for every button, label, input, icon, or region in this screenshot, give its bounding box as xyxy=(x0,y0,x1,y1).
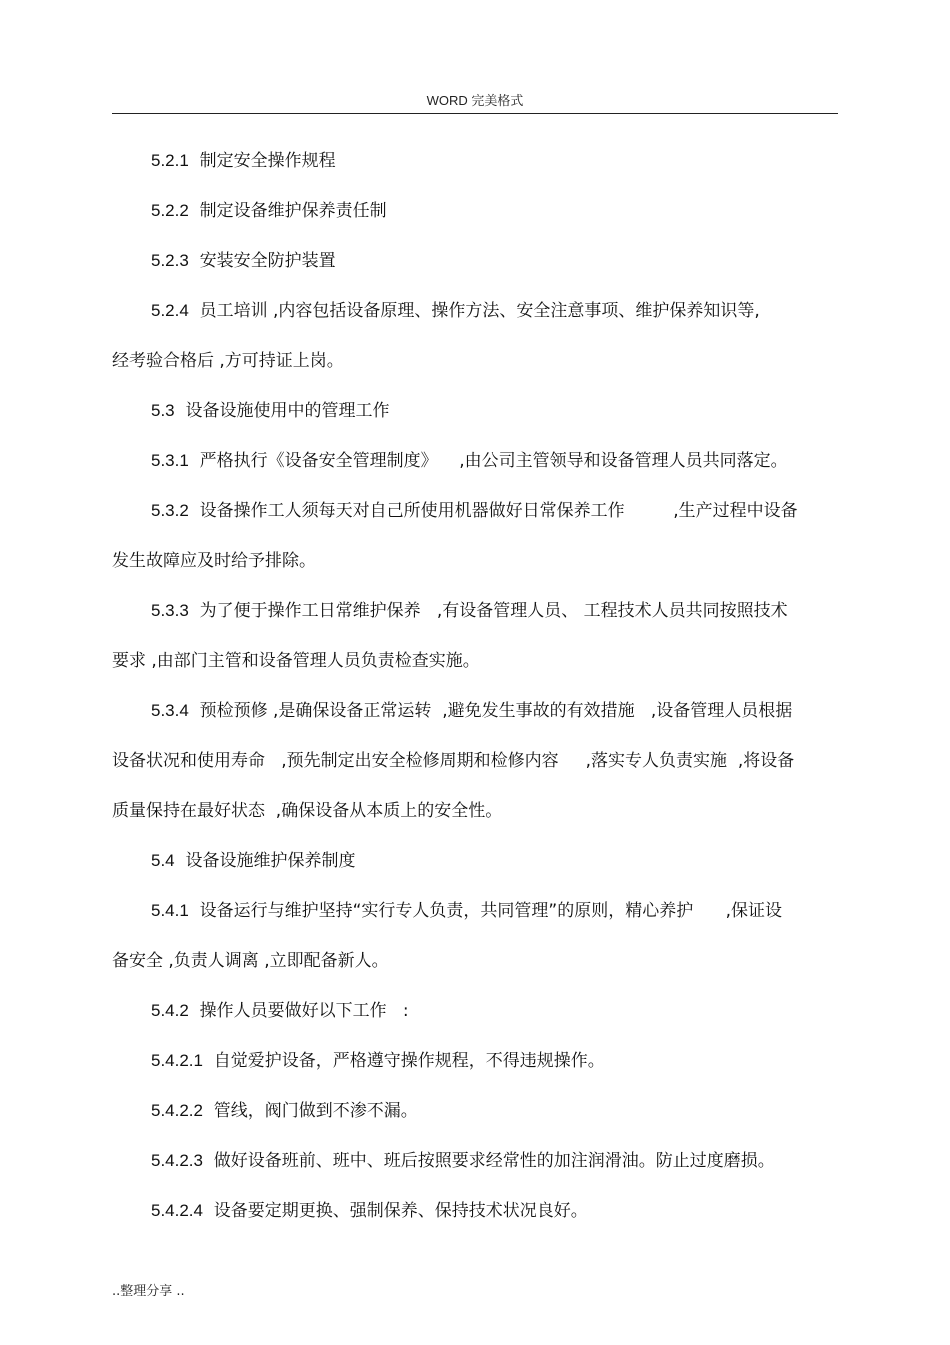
section-number: 5.3.4 xyxy=(151,701,189,720)
header-title: WORD 完美格式 xyxy=(426,93,524,108)
section-number: 5.2.3 xyxy=(151,251,189,270)
line-text: 操作人员要做好以下工作 : xyxy=(188,1001,409,1021)
section-number: 5.3.3 xyxy=(151,601,189,620)
paragraph-continuation xyxy=(112,348,838,374)
line-text: 制定设备维护保养责任制 xyxy=(188,201,387,221)
line-text: 预检预修 ,是确保设备正常运转 ,避免发生事故的有效措施 ,设备管理人员根据 xyxy=(188,701,793,721)
paragraph-line xyxy=(151,448,838,474)
line-text: 设备状况和使用寿命 ,预先制定出安全检修周期和检修内容 ,落实专人负责实施 ,将设备 xyxy=(112,751,795,771)
paragraph-line xyxy=(151,998,838,1024)
paragraph-line xyxy=(151,898,838,924)
paragraph-line xyxy=(151,148,838,174)
line-text: 发生故障应及时给予排除。 xyxy=(112,551,316,571)
paragraph-line xyxy=(151,598,838,624)
line-text: 设备设施使用中的管理工作 xyxy=(174,401,390,421)
line-text: 要求 ,由部门主管和设备管理人员负责检查实施。 xyxy=(112,651,480,671)
line-text: 经考验合格后 ,方可持证上岗。 xyxy=(112,351,344,371)
line-text: 设备操作工人须每天对自己所使用机器做好日常保养工作 ,生产过程中设备 xyxy=(188,501,798,521)
paragraph-line xyxy=(151,248,838,274)
section-number: 5.3.1 xyxy=(151,451,189,470)
line-text: 设备运行与维护坚持“实行专人负责，共同管理”的原则，精心养护 ,保证设 xyxy=(188,901,783,921)
paragraph-line xyxy=(151,698,838,724)
section-number: 5.4.1 xyxy=(151,901,189,920)
section-heading xyxy=(151,398,838,424)
line-text: 质量保持在最好状态 ,确保设备从本质上的安全性。 xyxy=(112,801,503,821)
section-number: 5.2.2 xyxy=(151,201,189,220)
page-header xyxy=(112,92,838,114)
paragraph-line xyxy=(151,498,838,524)
page-footer: ..整理分享 .. xyxy=(112,1284,185,1299)
section-heading xyxy=(151,848,838,874)
line-text: 安装安全防护装置 xyxy=(188,251,336,271)
line-text: 严格执行《设备安全管理制度》 ,由公司主管领导和设备管理人员共同落定。 xyxy=(188,451,788,471)
section-number: 5.3.2 xyxy=(151,501,189,520)
list-item xyxy=(151,1148,838,1174)
line-text: 备安全 ,负责人调离 ,立即配备新人。 xyxy=(112,951,389,971)
line-text: 设备要定期更换、强制保养、保持技术状况良好。 xyxy=(203,1201,588,1221)
list-item xyxy=(151,1048,838,1074)
paragraph-continuation xyxy=(112,748,838,774)
paragraph-continuation xyxy=(112,548,838,574)
paragraph-continuation xyxy=(112,648,838,674)
section-number: 5.4.2.3 xyxy=(151,1151,203,1170)
section-number: 5.4.2 xyxy=(151,1001,189,1020)
line-text: 设备设施维护保养制度 xyxy=(174,851,356,871)
paragraph-line xyxy=(151,198,838,224)
list-item xyxy=(151,1098,838,1124)
line-text: 自觉爱护设备，严格遵守操作规程，不得违规操作。 xyxy=(203,1051,605,1071)
section-number: 5.4.2.2 xyxy=(151,1101,203,1120)
section-number: 5.2.4 xyxy=(151,301,189,320)
section-number: 5.2.1 xyxy=(151,151,189,170)
section-number: 5.3 xyxy=(151,401,175,420)
line-text: 制定安全操作规程 xyxy=(188,151,336,171)
list-item xyxy=(151,1198,838,1224)
line-text: 员工培训 ,内容包括设备原理、操作方法、安全注意事项、维护保养知识等, xyxy=(188,301,760,321)
section-number: 5.4 xyxy=(151,851,175,870)
line-text: 做好设备班前、班中、班后按照要求经常性的加注润滑油。防止过度磨损。 xyxy=(203,1151,775,1171)
line-text: 为了便于操作工日常维护保养 ,有设备管理人员、 工程技术人员共同按照技术 xyxy=(188,601,788,621)
paragraph-line xyxy=(151,298,838,324)
section-number: 5.4.2.4 xyxy=(151,1201,203,1220)
line-text: 管线，阀门做到不渗不漏。 xyxy=(203,1101,418,1121)
paragraph-continuation xyxy=(112,948,838,974)
paragraph-continuation xyxy=(112,798,838,824)
section-number: 5.4.2.1 xyxy=(151,1051,203,1070)
